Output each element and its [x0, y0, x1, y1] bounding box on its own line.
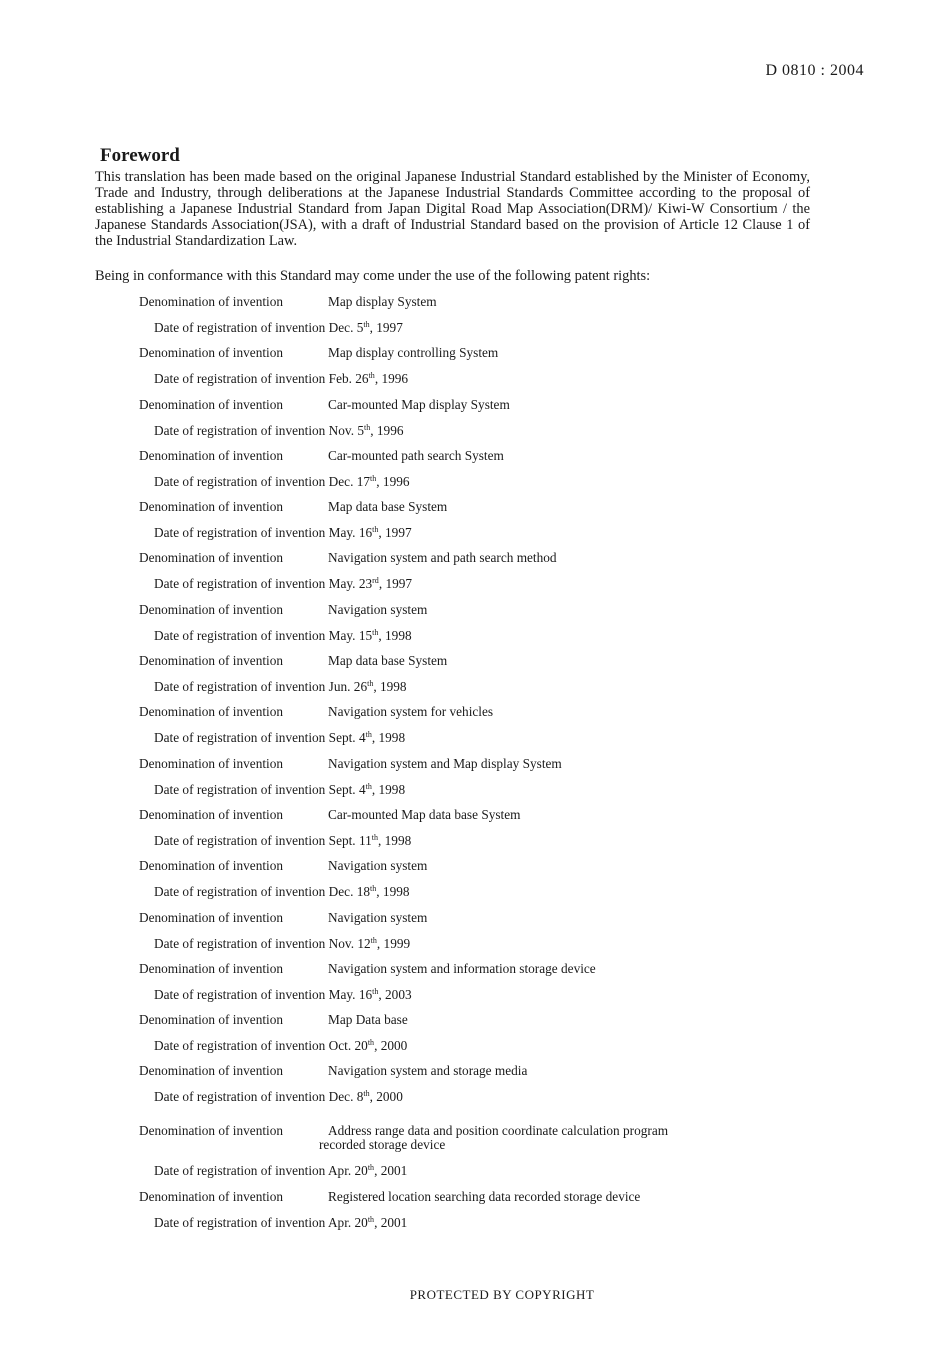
copyright-footer: PROTECTED BY COPYRIGHT	[409, 1287, 595, 1302]
denomination-label: Denomination of invention	[139, 345, 284, 361]
registration-date: Date of registration of invention May. 16th, 2003	[154, 986, 412, 1002]
denomination-label: Denomination of invention	[139, 1122, 284, 1138]
registration-date: Date of registration of invention Dec. 17th, 1996	[154, 473, 410, 489]
patent-entry	[0, 550, 950, 601]
invention-title: Address range data and position coordinate calculation program	[328, 1122, 669, 1138]
patent-entry	[0, 602, 950, 653]
denomination-label: Denomination of invention	[139, 396, 284, 412]
patent-entry	[0, 858, 950, 909]
registration-date: Date of registration of invention Jun. 26th, 1998	[154, 679, 407, 695]
patent-list	[0, 294, 950, 1240]
denomination-label: Denomination of invention	[139, 704, 284, 720]
registration-date: Date of registration of invention Dec. 8th, 2000	[154, 1089, 403, 1105]
registration-date: Date of registration of invention Sept. 11th, 1998	[154, 832, 412, 848]
invention-title: Navigation system and Map display System	[328, 755, 562, 771]
registration-date: Date of registration of invention Dec. 5th, 1997	[154, 320, 403, 335]
denomination-label: Denomination of invention	[139, 858, 284, 874]
registration-date: Date of registration of invention Nov. 5th, 1996	[154, 422, 404, 438]
invention-title: Navigation system and storage media	[328, 1063, 528, 1079]
patent-entry	[0, 1117, 950, 1183]
denomination-label: Denomination of invention	[139, 909, 284, 925]
registration-date: Date of registration of invention Feb. 26th, 1996	[154, 371, 409, 387]
denomination-label: Denomination of invention	[139, 653, 284, 669]
patent-entry	[0, 499, 950, 550]
patent-entry	[0, 294, 950, 345]
registration-date: Date of registration of invention Nov. 12th, 1999	[154, 935, 411, 951]
invention-title: Map data base System	[328, 499, 448, 515]
foreword-heading: Foreword	[100, 145, 180, 166]
invention-title: Navigation system for vehicles	[328, 704, 494, 720]
invention-title: Map display controlling System	[328, 345, 499, 361]
patent-entry	[0, 910, 950, 961]
invention-title: Navigation system and path search method	[328, 550, 557, 566]
invention-title: Map data base System	[328, 653, 448, 669]
invention-title: Navigation system	[328, 909, 428, 925]
denomination-label: Denomination of invention	[139, 294, 284, 309]
denomination-label: Denomination of invention	[139, 1063, 284, 1079]
denomination-label: Denomination of invention	[139, 806, 284, 822]
denomination-label: Denomination of invention	[139, 1188, 284, 1204]
patent-entry	[0, 704, 950, 755]
registration-date: Date of registration of invention Sept. 4th, 1998	[154, 730, 406, 746]
invention-title: Map display System	[328, 294, 437, 309]
patent-entry	[0, 653, 950, 704]
patent-entry	[0, 807, 950, 858]
invention-title-continued: recorded storage device	[319, 1136, 446, 1152]
registration-date: Date of registration of invention Apr. 20th, 2001	[154, 1214, 408, 1230]
patent-entry	[0, 345, 950, 396]
denomination-label: Denomination of invention	[139, 447, 284, 463]
invention-title: Map Data base	[328, 1012, 408, 1028]
invention-title: Registered location searching data recorded storage device	[328, 1188, 641, 1204]
denomination-label: Denomination of invention	[139, 1012, 284, 1028]
registration-date: Date of registration of invention Oct. 20th, 2000	[154, 1038, 408, 1054]
denomination-label: Denomination of invention	[139, 960, 284, 976]
patent-entry	[0, 1189, 950, 1240]
patent-entry	[0, 448, 950, 499]
invention-title: Navigation system	[328, 858, 428, 874]
registration-date: Date of registration of invention Apr. 20th, 2001	[154, 1162, 408, 1178]
denomination-label: Denomination of invention	[139, 601, 284, 617]
invention-title: Car-mounted Map display System	[328, 396, 510, 412]
invention-title: Navigation system and information storage device	[328, 960, 596, 976]
registration-date: Date of registration of invention May. 15th, 1998	[154, 627, 412, 643]
patent-entry	[0, 1063, 950, 1114]
denomination-label: Denomination of invention	[139, 550, 284, 566]
denomination-label: Denomination of invention	[139, 499, 284, 515]
registration-date: Date of registration of invention May. 16th, 1997	[154, 525, 412, 541]
denomination-label: Denomination of invention	[139, 755, 284, 771]
patent-entry	[0, 961, 950, 1012]
invention-title: Car-mounted Map data base System	[328, 806, 521, 822]
registration-date: Date of registration of invention May. 23rd, 1997	[154, 576, 413, 592]
invention-title: Navigation system	[328, 601, 428, 617]
patent-entry	[0, 1012, 950, 1063]
document-id: D 0810 : 2004	[765, 62, 864, 79]
patent-entry	[0, 756, 950, 807]
foreword-intro-paragraph: This translation has been made based on the original Japanese Industrial Standard established by the Minister of Economy, Trade and Industry, through deliberations at the Japanese Industrial Standards Committee according to the proposal of establishing a Japanese Industrial Standard from Japan Digital Road Map Association(DRM)/ Kiwi-W Consortium / the Japanese Standards Association(JSA), with a draft of Industrial Standard based on the provision of Article 12 Clause 1 of the Industrial Standardization Law.	[95, 169, 810, 249]
registration-date: Date of registration of invention Dec. 18th, 1998	[154, 884, 410, 900]
patent-entry	[0, 397, 950, 448]
conformance-statement: Being in conformance with this Standard may come under the use of the following patent rights:	[95, 268, 651, 284]
invention-title: Car-mounted path search System	[328, 447, 504, 463]
registration-date: Date of registration of invention Sept. 4th, 1998	[154, 781, 406, 797]
